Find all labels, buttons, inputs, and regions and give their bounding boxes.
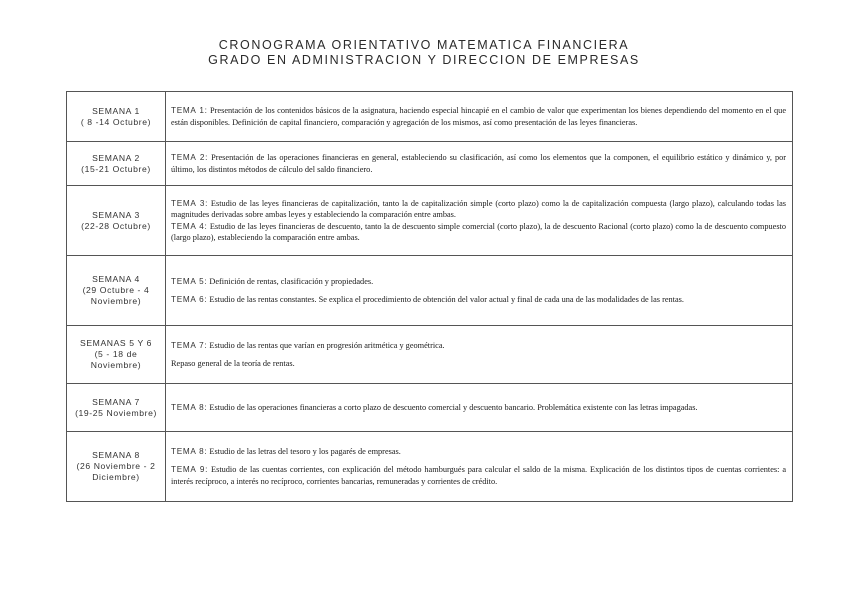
topic-paragraph — [171, 464, 786, 487]
topic-text: Estudio de las cuentas corrientes, con explicación del método hamburgués para calcular el saldo de la misma. Explicación de los distintos tipos de cuentas corrientes: a interés recíproco, a interés no recíproco, corrientes bancarias, remuneradas y corrientes de crédito. — [171, 465, 787, 486]
week-cell — [67, 384, 166, 432]
topic-cell — [166, 432, 793, 502]
week-dates: Noviembre) — [90, 296, 142, 306]
topic-text: Presentación de los contenidos básicos de la asignatura, haciendo especial hincapié en el cambio de valor que experimentan los bienes dependiendo del momento en el que están disponibles. Definición de capital financiero, comparación y agregación de los mismos, así como presentación de las leyes financieras. — [171, 106, 787, 127]
week-dates: (22-28 Octubre) — [81, 220, 151, 231]
topic-label: TEMA 6: — [171, 295, 208, 304]
topic-label: TEMA 3: — [171, 198, 209, 208]
table-row — [67, 256, 793, 326]
table-row — [67, 384, 793, 432]
topic-paragraph — [171, 221, 786, 244]
week-cell — [67, 326, 166, 384]
topic-cell — [166, 142, 793, 186]
document-header — [0, 38, 848, 68]
topic-cell — [166, 384, 793, 432]
topic-paragraph — [171, 198, 786, 221]
week-cell — [67, 256, 166, 326]
topic-label: TEMA 8: — [171, 402, 208, 412]
document-title: CRONOGRAMA ORIENTATIVO MATEMATICA FINANCIERA — [218, 38, 630, 52]
topic-cell — [166, 256, 793, 326]
week-cell — [67, 432, 166, 502]
document-subtitle: GRADO EN ADMINISTRACION Y DIRECCION DE EMPRESAS — [208, 53, 640, 67]
week-dates: Diciembre) — [92, 472, 140, 482]
week-label: SEMANA 3 — [92, 209, 140, 220]
week-dates: Noviembre) — [90, 360, 142, 370]
topic-label: TEMA 2: — [171, 153, 209, 162]
schedule-table — [66, 91, 793, 502]
week-cell — [67, 186, 166, 256]
table-row — [67, 92, 793, 142]
week-dates: (5 - 18 de — [94, 349, 138, 359]
topic-cell — [166, 186, 793, 256]
week-dates: (26 Noviembre - 2 — [76, 461, 156, 471]
topic-paragraph — [171, 446, 786, 458]
week-dates: (29 Octubre - 4 — [82, 285, 150, 295]
topic-text: Estudio de las leyes financieras de capitalización, tanto la de capitalización simple (corto plazo) como la de capitalización compuesta (largo plazo), calculando todas las magnitudes derivadas sobre ambas leyes y estableciendo la comparación entre ambas. — [171, 198, 786, 219]
topic-paragraph — [171, 105, 786, 128]
topic-cell — [166, 92, 793, 142]
topic-paragraph — [171, 152, 786, 175]
topic-label: TEMA 5: — [171, 276, 208, 286]
topic-text: Estudio de las leyes financieras de descuento, tanto la de descuento simple comercial (corto plazo), la de descuento Racional (corto plazo) como la de descuento compuesto (largo plazo), estableciendo la comparación entre ambas. — [171, 221, 787, 242]
week-label: SEMANA 4 — [92, 274, 140, 284]
topic-label: TEMA 9: — [171, 465, 209, 475]
week-label: SEMANA 7 — [92, 396, 140, 407]
topic-label: TEMA 7: — [171, 340, 208, 350]
topic-paragraph — [171, 276, 786, 288]
table-row — [67, 326, 793, 384]
topic-paragraph — [171, 402, 786, 414]
week-dates: (15-21 Octubre) — [81, 163, 151, 174]
topic-label: TEMA 1: — [171, 106, 208, 115]
week-label: SEMANA 1 — [92, 105, 140, 116]
week-dates: (19-25 Noviembre) — [75, 407, 157, 418]
week-label: SEMANAS 5 Y 6 — [80, 338, 152, 348]
topic-text: Estudio de las letras del tesoro y los pagarés de empresas. — [209, 446, 401, 456]
topic-text: Estudio de las operaciones financieras a corto plazo de descuento comercial y descuento bancario. Problemática existente con las letras impagadas. — [209, 402, 698, 412]
topic-text: Estudio de las rentas que varían en progresión aritmética y geométrica. — [209, 340, 445, 350]
topic-label: TEMA 8: — [171, 446, 208, 456]
week-cell — [67, 142, 166, 186]
topic-paragraph — [171, 294, 786, 306]
week-label: SEMANA 8 — [92, 450, 140, 460]
week-dates: ( 8 -14 Octubre) — [80, 116, 152, 127]
topic-label: TEMA 4: — [171, 221, 208, 231]
week-cell — [67, 92, 166, 142]
week-label: SEMANA 2 — [92, 152, 140, 163]
topic-paragraph — [171, 340, 786, 352]
table-row — [67, 432, 793, 502]
review-note: Repaso general de la teoría de rentas. — [171, 359, 295, 368]
topic-cell — [166, 326, 793, 384]
topic-text: Estudio de las rentas constantes. Se explica el procedimiento de obtención del valor actual y final de cada una de las modalidades de las rentas. — [209, 295, 684, 304]
topic-text: Presentación de las operaciones financieras en general, estableciendo su clasificación, así como los elementos que la componen, el equilibrio estático y dinámico y, por último, los distintos métodos de cálculo del saldo financiero. — [171, 153, 787, 174]
table-row — [67, 142, 793, 186]
topic-text: Definición de rentas, clasificación y propiedades. — [209, 276, 374, 286]
table-row — [67, 186, 793, 256]
